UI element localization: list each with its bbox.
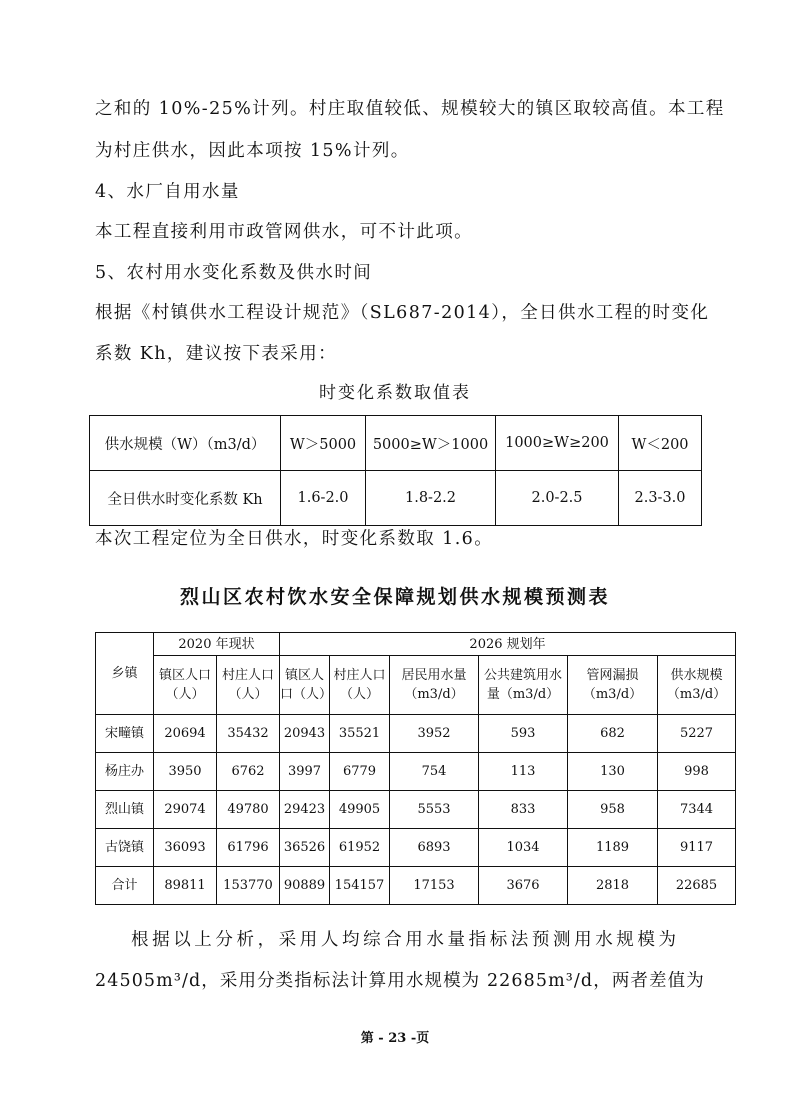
table-cell: 998 [658,753,736,791]
table-cell: 61796 [217,829,280,867]
table-cell: 1.6-2.0 [281,471,366,526]
table-cell: 20943 [280,715,330,753]
paragraph-line: 之和的 10%-25%计列。村庄取值较低、规模较大的镇区取较高值。本工程 [95,99,725,119]
table-cell: 1.8-2.2 [366,471,496,526]
section-heading: 4、水厂自用水量 [95,182,240,202]
township-cell: 杨庄办 [96,753,154,791]
table-cell: 6893 [390,829,479,867]
table-row [96,867,736,905]
paragraph-line: 24505m³/d，采用分类指标法计算用水规模为 22685m³/d，两者差值为 [95,971,705,991]
header-cell: 镇区人口（人） [280,656,330,715]
table-row [96,791,736,829]
table-cell: 36526 [280,829,330,867]
paragraph-line: 根据《村镇供水工程设计规范》（SL687-2014），全日供水工程的时变化 [95,303,710,323]
table-cell: 1189 [568,829,658,867]
table-cell: 49905 [330,791,390,829]
table-row [96,715,736,753]
table-body [96,715,736,905]
table-cell: 49780 [217,791,280,829]
table-header-row [96,633,736,656]
table-cell: 6779 [330,753,390,791]
paragraph-line: 系数 Kh，建议按下表采用： [95,344,338,364]
section-heading: 5、农村用水变化系数及供水时间 [95,263,373,283]
table-cell: 17153 [390,867,479,905]
table-cell: 5553 [390,791,479,829]
table-cell: 130 [568,753,658,791]
paragraph-line: 本次工程定位为全日供水，时变化系数取 1.6。 [95,529,494,549]
table-cell: 113 [479,753,568,791]
paragraph-line: 根据以上分析，采用人均综合用水量指标法预测用水规模为 [131,930,680,950]
table-cell: 2818 [568,867,658,905]
table-cell: 154157 [330,867,390,905]
water-supply-forecast-table [95,632,736,905]
header-cell: 公共建筑用水量（m3/d） [479,656,568,715]
table-cell: 6762 [217,753,280,791]
table-cell: 833 [479,791,568,829]
table-row [90,471,702,526]
table-row [96,829,736,867]
header-cell: 镇区人口（人） [154,656,217,715]
header-2026: 2026 规划年 [280,633,736,656]
table-row [90,416,702,471]
table1-caption: 时变化系数取值表 [319,383,471,403]
page-number: 第 - 23 -页 [360,1031,430,1046]
table-cell: 29074 [154,791,217,829]
table-cell: W＜200 [619,416,702,471]
table-cell: 90889 [280,867,330,905]
table-cell: 20694 [154,715,217,753]
table-cell: 3950 [154,753,217,791]
table-row [96,753,736,791]
table-cell: 全日供水时变化系数 Kh [90,471,281,526]
table-cell: 36093 [154,829,217,867]
paragraph-line: 本工程直接利用市政管网供水，可不计此项。 [95,222,473,242]
table-cell: 3952 [390,715,479,753]
header-2020: 2020 年现状 [154,633,280,656]
table-cell: 682 [568,715,658,753]
table-cell: 3997 [280,753,330,791]
township-cell: 烈山镇 [96,791,154,829]
table-header-row [96,656,736,715]
table-cell: 61952 [330,829,390,867]
township-cell: 古饶镇 [96,829,154,867]
header-cell: 居民用水量（m3/d） [390,656,479,715]
table-cell: 29423 [280,791,330,829]
table-cell: 89811 [154,867,217,905]
table-cell: 供水规模（W）（m3/d） [90,416,281,471]
table-cell: 593 [479,715,568,753]
table-cell: 1034 [479,829,568,867]
header-cell: 管网漏损（m3/d） [568,656,658,715]
header-cell: 供水规模（m3/d） [658,656,736,715]
table-cell: 1000≥W≥200 [496,416,619,471]
township-cell: 宋疃镇 [96,715,154,753]
header-cell: 村庄人口（人） [330,656,390,715]
table-cell: 153770 [217,867,280,905]
table-cell: 22685 [658,867,736,905]
table-cell: 7344 [658,791,736,829]
header-township: 乡镇 [96,633,154,715]
table-cell: 35521 [330,715,390,753]
township-cell: 合计 [96,867,154,905]
table2-title: 烈山区农村饮水安全保障规划供水规模预测表 [179,586,610,608]
table-cell: 5227 [658,715,736,753]
table-cell: 958 [568,791,658,829]
header-cell: 村庄人口（人） [217,656,280,715]
table-cell: 35432 [217,715,280,753]
table-cell: 2.0-2.5 [496,471,619,526]
table-cell: 5000≥W＞1000 [366,416,496,471]
table-cell: 3676 [479,867,568,905]
table-cell: W＞5000 [281,416,366,471]
table-cell: 2.3-3.0 [619,471,702,526]
table-cell: 754 [390,753,479,791]
coefficient-table [89,415,702,526]
table-cell: 9117 [658,829,736,867]
paragraph-line: 为村庄供水，因此本项按 15%计列。 [95,141,410,161]
